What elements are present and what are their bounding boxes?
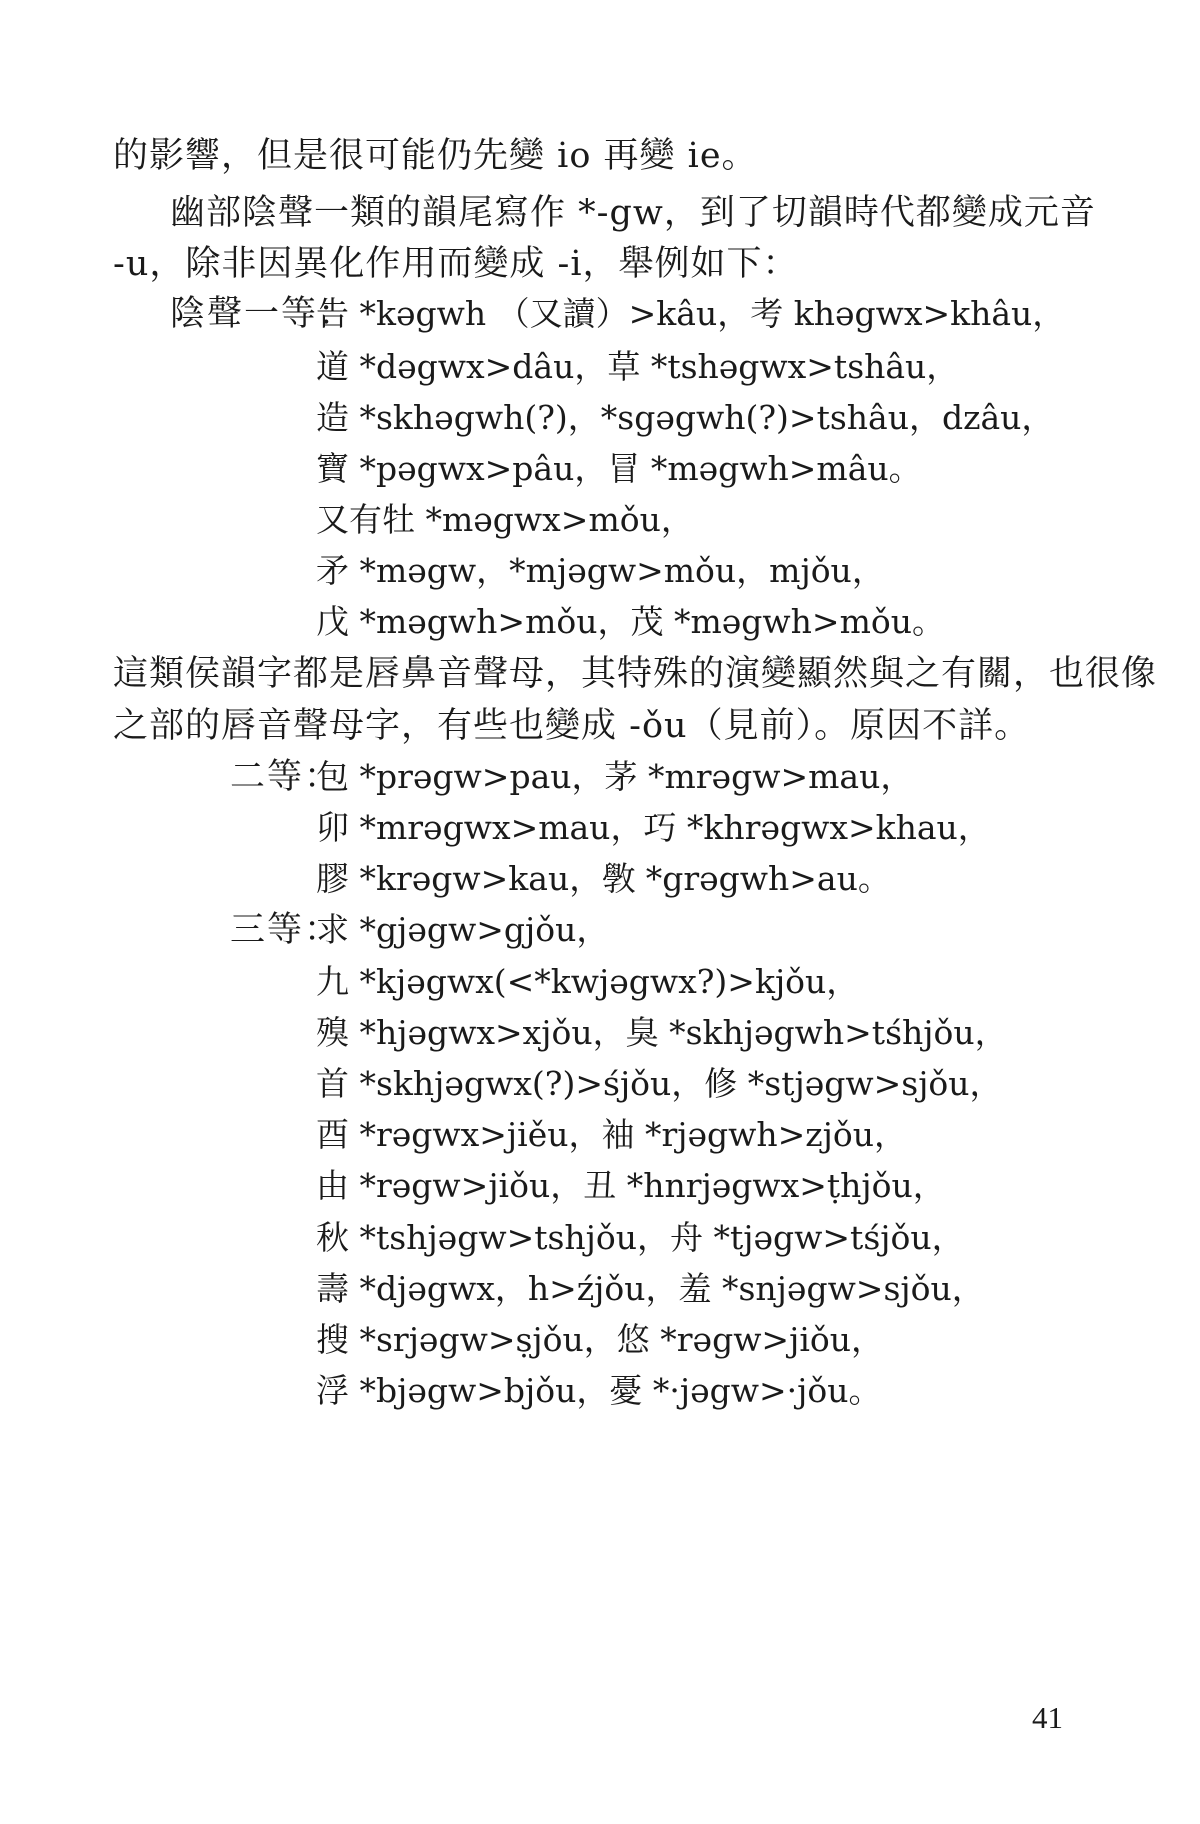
example-line: 戊 *məgwh>mǒu，茂 *məgwh>mǒu。 xyxy=(316,602,945,641)
section-label-deng1: 陰聲一等： xyxy=(170,294,356,334)
example-line: 卯 *mrəgwx>mau，巧 *khrəgwx>khau， xyxy=(316,808,991,847)
paragraph-line: -u，除非因異化作用而變成 -i，舉例如下： xyxy=(113,244,799,284)
example-line: 殠 *hjəgwx>xjǒu，臭 *skhjəgwh>tśhjǒu， xyxy=(316,1013,1008,1052)
example-line: 由 *rəgw>jiǒu，丑 *hnrjəgwx>ṭhjǒu， xyxy=(316,1166,946,1205)
example-line: 壽 *djəgwx，h>źjǒu，羞 *snjəgw>sjǒu， xyxy=(316,1269,985,1308)
example-line: 告 *kəgwh （又讀）>kâu，考 khəgwx>khâu， xyxy=(316,294,1066,333)
section-label-deng2: 二等： xyxy=(230,757,342,797)
page-number: 41 xyxy=(1032,1700,1063,1735)
example-line: 浮 *bjəgw>bjǒu，憂 *·jəgw>·jǒu。 xyxy=(316,1371,882,1410)
example-line: 酉 *rəgwx>jiěu，袖 *rjəgwh>zjǒu， xyxy=(316,1115,908,1154)
example-line: 矛 *məgw，*mjəgw>mǒu，mjǒu， xyxy=(316,551,885,590)
paragraph-line: 這類侯韻字都是唇鼻音聲母，其特殊的演變顯然與之有關，也很像 xyxy=(113,654,1158,694)
paragraph-line: 幽部陰聲一類的韻尾寫作 *-gw，到了切韻時代都變成元音 xyxy=(170,193,1096,233)
example-line: 造 *skhəgwh(?)，*sgəgwh(?)>tshâu，dzâu， xyxy=(316,398,1055,437)
example-line: 膠 *krəgw>kau，斆 *grəgwh>au。 xyxy=(316,859,891,898)
example-line: 秋 *tshjəgw>tshjǒu，舟 *tjəgw>tśjǒu， xyxy=(316,1218,965,1257)
example-line: 包 *prəgw>pau，茅 *mrəgw>mau， xyxy=(316,757,914,796)
example-line: 首 *skhjəgwx(?)>śjǒu，修 *stjəgw>sjǒu， xyxy=(316,1064,1003,1103)
example-line: 九 *kjəgwx(<*kwjəgwx?)>kjǒu， xyxy=(316,962,860,1001)
paragraph-line: 之部的唇音聲母字，有些也變成 -ǒu（見前）。原因不詳。 xyxy=(113,706,1031,746)
example-line: 又有牡 *məgwx>mǒu， xyxy=(316,500,694,539)
paragraph-line: 的影響，但是很可能仍先變 io 再變 ie。 xyxy=(113,136,758,176)
example-line: 求 *gjəgw>gjǒu， xyxy=(316,910,610,949)
section-label-deng3: 三等： xyxy=(230,910,342,950)
example-line: 搜 *srjəgw>ṣjǒu，悠 *rəgw>jiǒu， xyxy=(316,1320,884,1359)
example-line: 寶 *pəgwx>pâu，冒 *məgwh>mâu。 xyxy=(316,449,922,488)
example-line: 道 *dəgwx>dâu，草 *tshəgwx>tshâu， xyxy=(316,347,960,386)
